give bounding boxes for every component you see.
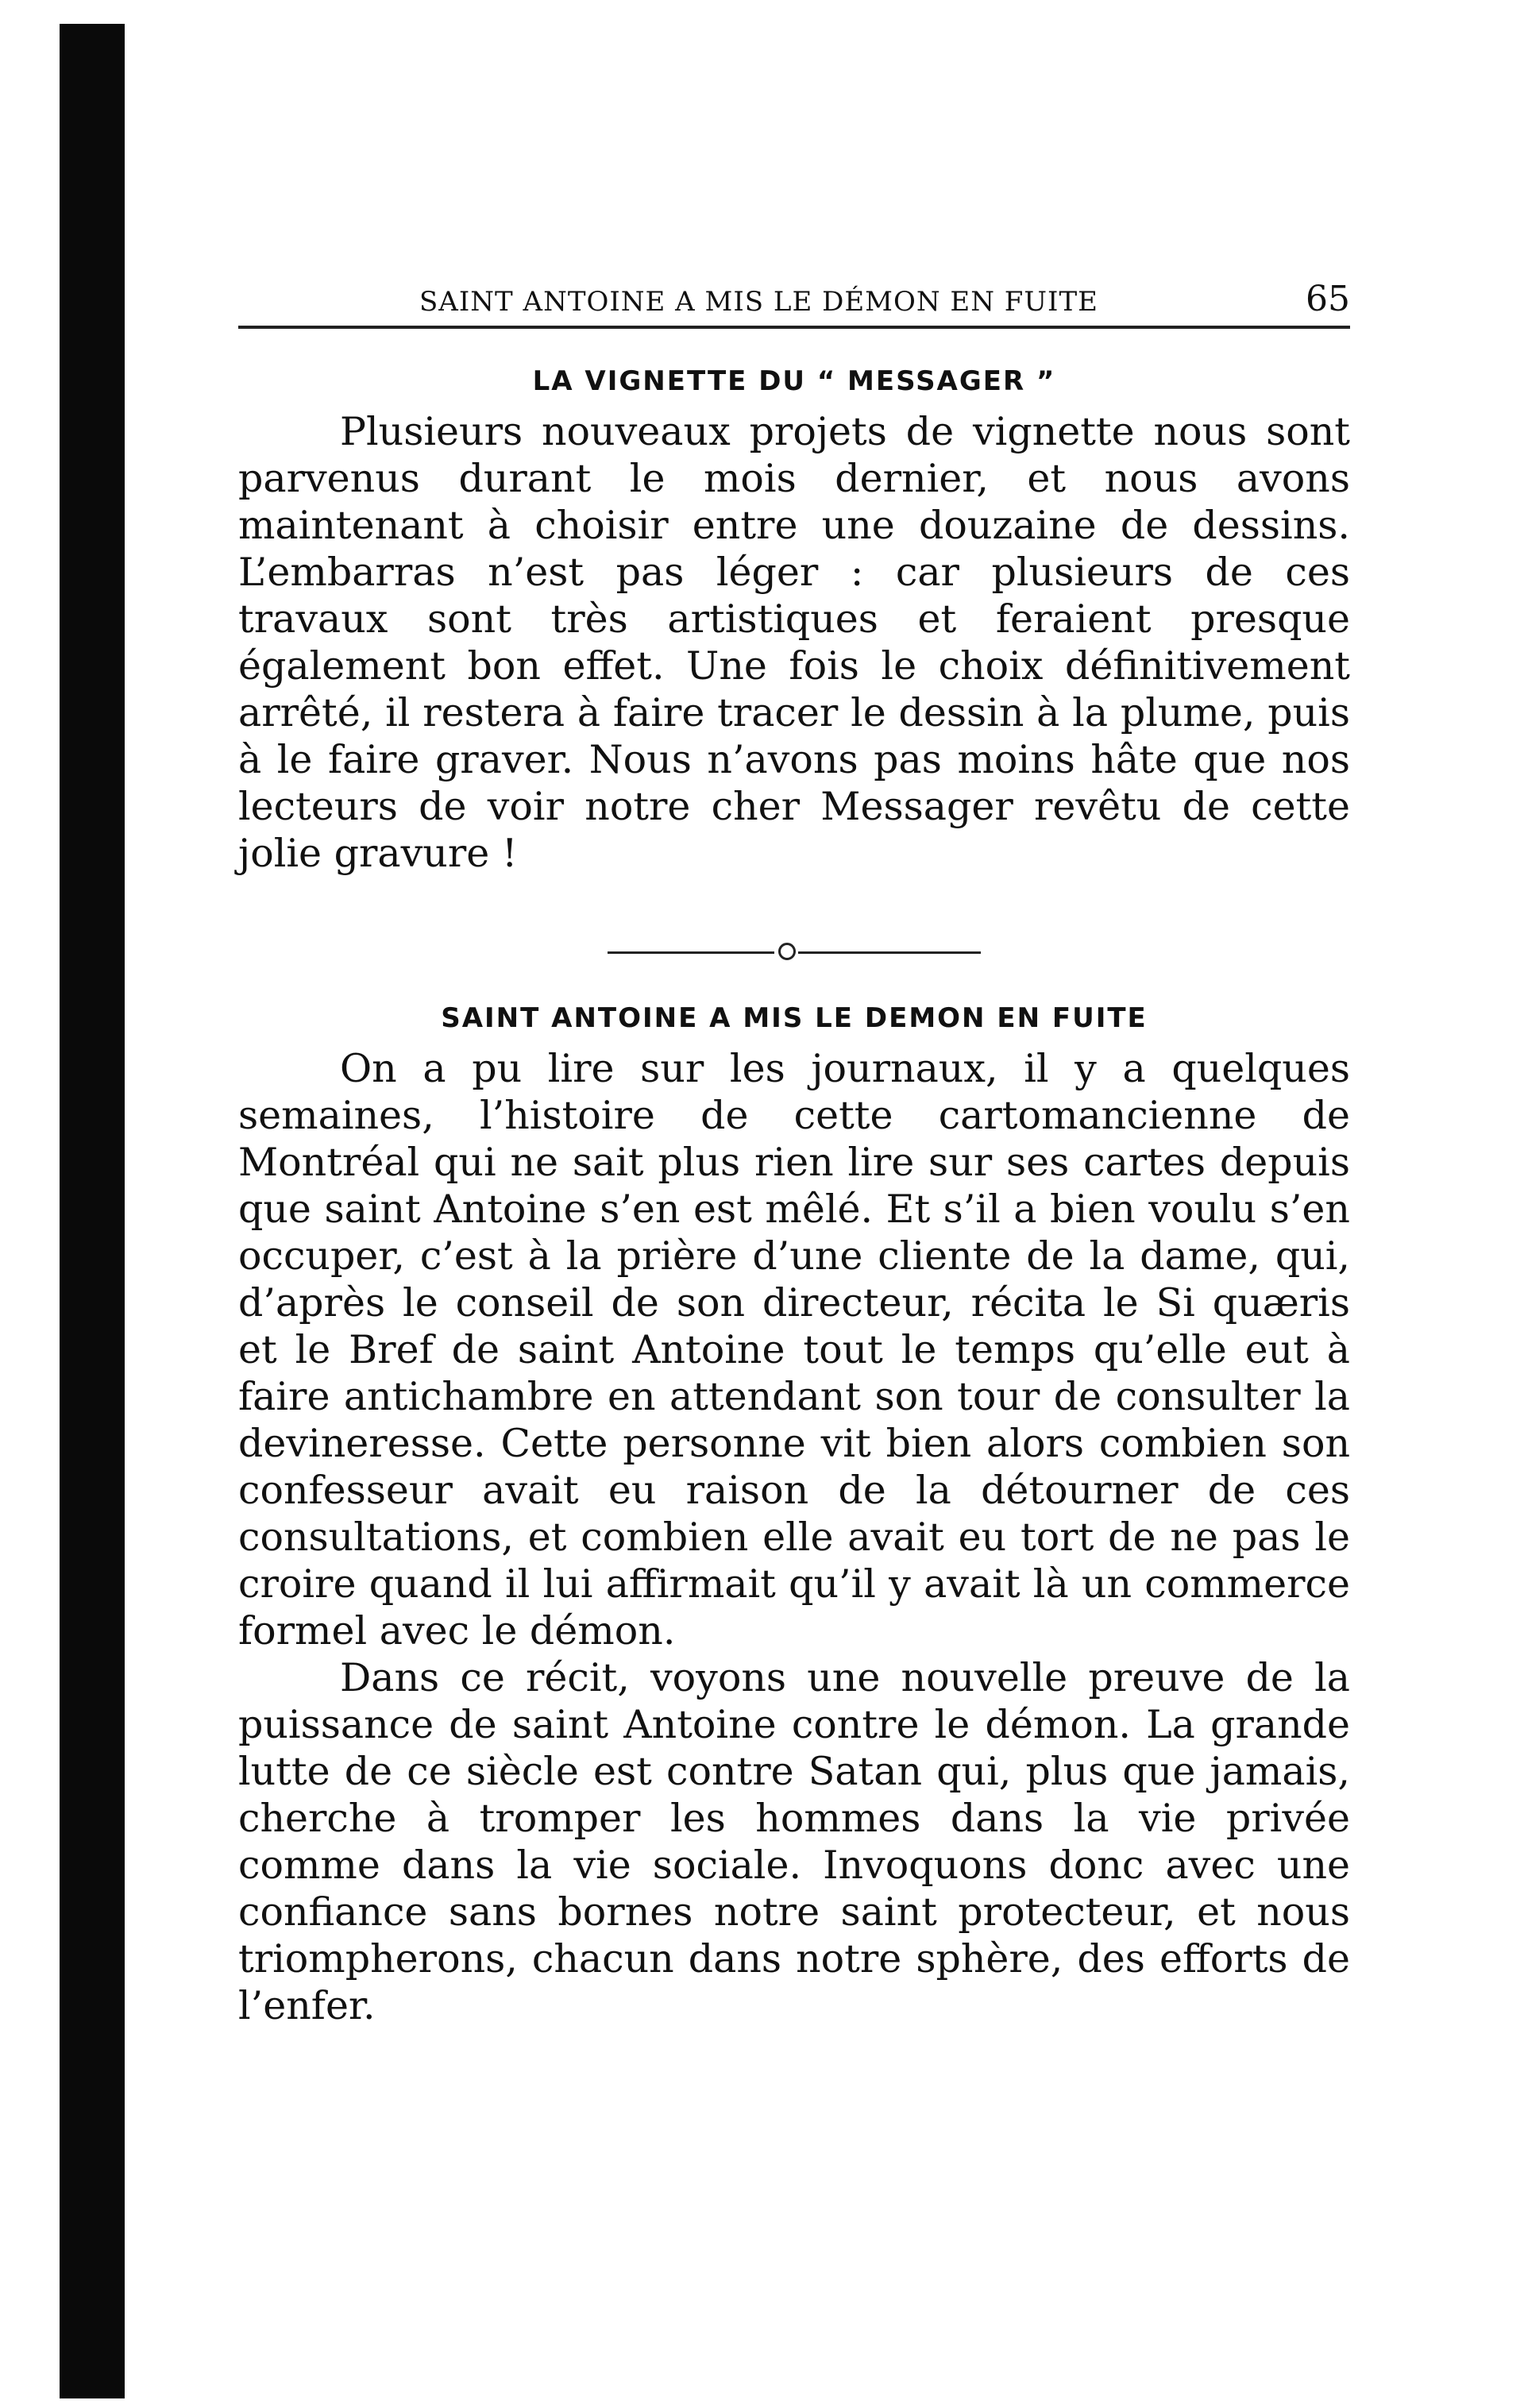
book-page: [238, 278, 1350, 2029]
section-separator: [608, 940, 981, 964]
running-header: [238, 278, 1350, 329]
section-heading-vignette: LA VIGNETTE DU “ MESSAGER ”: [532, 365, 1056, 397]
separator-ornament: [778, 943, 796, 960]
separator-line-left: [608, 951, 774, 954]
page-number: 65: [1306, 279, 1350, 319]
section-heading-saint-antoine: SAINT ANTOINE A MIS LE DEMON EN FUITE: [441, 1002, 1148, 1034]
section-saint-antoine: [238, 1002, 1350, 2029]
paragraph-vignette-1: Plusieurs nouveaux projets de vignette nous sont parvenus durant le mois dernier, et nous avons maintenant à choisir entre une douzaine de dessins. L’embarras n’est pas léger : car plusieurs de ces travaux sont très artistiques et feraient presque également bon effet. Une fois le choix définitivement arrêté, il restera à faire tracer le dessin à la plume, puis à le faire graver. Nous n’avons pas moins hâte que nos lecteurs de voir notre cher Messager revêtu de cette jolie gravure !: [238, 409, 1350, 876]
separator-line-right: [798, 951, 981, 954]
running-title: SAINT ANTOINE A MIS LE DÉMON EN FUITE: [419, 286, 1098, 318]
page-binding-edge: [60, 24, 125, 2398]
section-vignette: [238, 365, 1350, 877]
paragraph-saint-antoine-2: Dans ce récit, voyons une nouvelle preuve de la puissance de saint Antoine contre le démon. La grande lutte de ce siècle est contre Satan qui, plus que jamais, cherche à tromper les hommes dans la vie privée comme dans la vie sociale. Invoquons donc avec une confiance sans bornes notre saint protecteur, et nous triompherons, chacun dans notre sphère, des efforts de l’enfer.: [238, 1655, 1350, 2028]
paragraph-saint-antoine-1: On a pu lire sur les journaux, il y a quelques semaines, l’histoire de cette cartomancienne de Montréal qui ne sait plus rien lire sur ses cartes depuis que saint Antoine s’en est mêlé. Et s’il a bien voulu s’en occuper, c’est à la prière d’une cliente de la dame, qui, d’après le conseil de son directeur, récita le Si quæris et le Bref de saint Antoine tout le temps qu’elle eut à faire antichambre en attendant son tour de consulter la devineresse. Cette personne vit bien alors combien son confesseur avait eu raison de la détourner de ces consultations, et combien elle avait eu tort de ne pas le croire quand il lui affirmait qu’il y avait là un commerce formel avec le démon.: [238, 1046, 1350, 1654]
